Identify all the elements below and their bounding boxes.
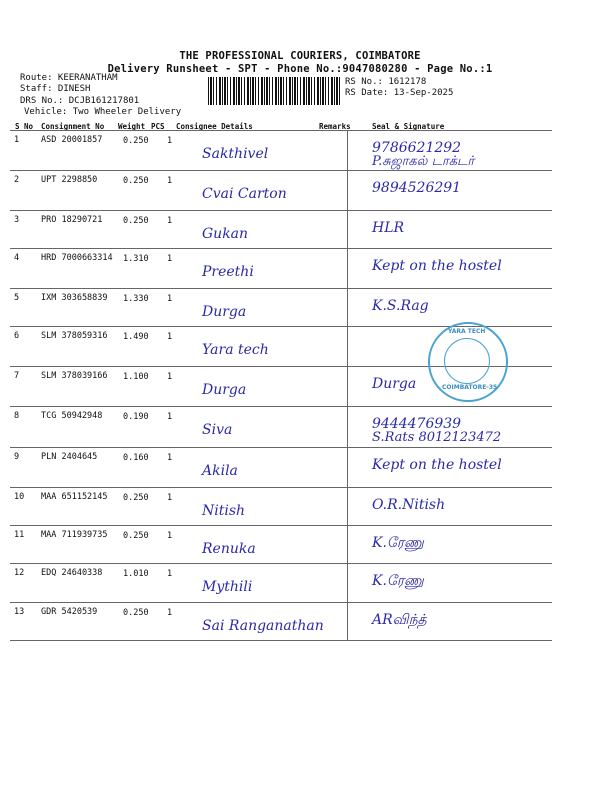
row-consignment-no: PLN 2404645 bbox=[41, 452, 98, 462]
row-pcs: 1 bbox=[167, 136, 173, 146]
staff-label: Staff: DINESH bbox=[20, 83, 91, 94]
row-pcs: 1 bbox=[167, 216, 173, 226]
runsheet-subtitle: Delivery Runsheet - SPT - Phone No.:9047080280 - Page No.:1 bbox=[107, 63, 493, 75]
row-sno: 3 bbox=[14, 215, 20, 225]
row-separator bbox=[10, 248, 552, 249]
col-sno: S No bbox=[15, 122, 34, 131]
row-pcs: 1 bbox=[167, 372, 173, 382]
row-sno: 6 bbox=[14, 331, 20, 341]
row-signature-extra: P.சுஜாகல் டாக்டர் bbox=[372, 154, 475, 169]
row-separator bbox=[10, 170, 552, 171]
col-remarks: Remarks bbox=[319, 122, 351, 131]
row-sno: 2 bbox=[14, 175, 20, 185]
row-separator bbox=[10, 525, 552, 526]
col-consignee: Consignee Details bbox=[176, 122, 253, 131]
col-pcs: PCS bbox=[151, 122, 165, 131]
row-consignee-name: Renuka bbox=[202, 541, 256, 557]
row-sno: 4 bbox=[14, 253, 20, 263]
row-weight: 1.330 bbox=[123, 294, 149, 304]
row-consignee-name: Yara tech bbox=[202, 342, 269, 358]
row-pcs: 1 bbox=[167, 254, 173, 264]
row-consignment-no: GDR 5420539 bbox=[41, 607, 98, 617]
company-title: THE PROFESSIONAL COURIERS, COIMBATORE bbox=[179, 50, 421, 62]
row-consignee-name: Durga bbox=[202, 382, 247, 398]
row-pcs: 1 bbox=[167, 294, 173, 304]
rs-no-label: RS No.: 1612178 bbox=[345, 77, 427, 87]
row-consignee-name: Sai Ranganathan bbox=[202, 618, 324, 634]
col-consignment: Consignment No bbox=[41, 122, 105, 131]
row-consignment-no: MAA 711939735 bbox=[41, 530, 108, 540]
row-weight: 0.250 bbox=[123, 176, 149, 186]
row-sno: 13 bbox=[14, 607, 25, 617]
row-separator bbox=[10, 406, 552, 407]
row-weight: 1.310 bbox=[123, 254, 149, 264]
row-weight: 1.010 bbox=[123, 569, 149, 579]
row-consignee-name: Nitish bbox=[202, 503, 246, 519]
row-sno: 12 bbox=[14, 568, 25, 578]
row-sno: 9 bbox=[14, 452, 20, 462]
row-separator bbox=[10, 130, 552, 131]
stamp-bottom-text: COIMBATORE-35 bbox=[442, 384, 498, 391]
row-weight: 1.490 bbox=[123, 332, 149, 342]
row-consignee-name: Mythili bbox=[202, 579, 253, 595]
row-weight: 0.190 bbox=[123, 412, 149, 422]
row-signature: ARவிந்த் bbox=[372, 612, 427, 628]
row-separator bbox=[10, 288, 552, 289]
row-signature: Durga bbox=[372, 376, 417, 392]
meta-right bbox=[345, 77, 453, 98]
drs-label: DRS No.: DCJB161217801 bbox=[20, 96, 140, 106]
row-weight: 0.250 bbox=[123, 493, 149, 503]
company-seal-stamp bbox=[428, 322, 508, 402]
meta-left bbox=[20, 73, 181, 117]
stamp-top-text: YARA TECH bbox=[448, 328, 486, 335]
row-signature: K.S.Rag bbox=[372, 298, 429, 314]
row-signature: K.ரேணு bbox=[372, 573, 424, 589]
row-sno: 5 bbox=[14, 293, 20, 303]
row-consignee-name: Akila bbox=[202, 463, 238, 479]
row-pcs: 1 bbox=[167, 493, 173, 503]
col-seal: Seal & Signature bbox=[372, 122, 445, 131]
row-consignee-name: Gukan bbox=[202, 226, 249, 242]
row-weight: 1.100 bbox=[123, 372, 149, 382]
row-separator bbox=[10, 210, 552, 211]
row-pcs: 1 bbox=[167, 453, 173, 463]
col-weight: Weight bbox=[118, 122, 146, 131]
row-consignment-no: MAA 651152145 bbox=[41, 492, 108, 502]
row-consignment-no: EDQ 24640338 bbox=[41, 568, 103, 578]
row-pcs: 1 bbox=[167, 569, 173, 579]
row-weight: 0.250 bbox=[123, 531, 149, 541]
row-consignee-name: Durga bbox=[202, 304, 247, 320]
row-pcs: 1 bbox=[167, 176, 173, 186]
row-consignment-no: SLM 378039166 bbox=[41, 371, 108, 381]
row-consignment-no: PRO 18290721 bbox=[41, 215, 103, 225]
row-signature: K.ரேணு bbox=[372, 535, 424, 551]
barcode bbox=[208, 77, 340, 105]
row-sno: 10 bbox=[14, 492, 25, 502]
row-signature: O.R.Nitish bbox=[372, 497, 446, 513]
row-pcs: 1 bbox=[167, 608, 173, 618]
row-weight: 0.250 bbox=[123, 216, 149, 226]
row-consignment-no: HRD 7000663314 bbox=[41, 253, 113, 263]
row-consignee-name: Siva bbox=[202, 422, 233, 438]
row-consignment-no: ASD 20001857 bbox=[41, 135, 103, 145]
row-signature: Kept on the hostel bbox=[372, 258, 502, 274]
row-separator bbox=[10, 640, 552, 641]
row-signature: 9786621292 bbox=[372, 140, 462, 156]
row-consignment-no: SLM 378059316 bbox=[41, 331, 108, 341]
stamp-inner-ring bbox=[444, 338, 490, 384]
row-sno: 8 bbox=[14, 411, 20, 421]
row-separator bbox=[10, 487, 552, 488]
rs-date-label: RS Date: 13-Sep-2025 bbox=[345, 87, 454, 98]
row-sno: 7 bbox=[14, 371, 20, 381]
row-separator bbox=[10, 447, 552, 448]
row-sno: 11 bbox=[14, 530, 25, 540]
row-consignment-no: TCG 50942948 bbox=[41, 411, 103, 421]
route-label: Route: KEERANATHAM bbox=[20, 73, 118, 83]
row-signature: Kept on the hostel bbox=[372, 457, 502, 473]
row-weight: 0.250 bbox=[123, 136, 149, 146]
row-pcs: 1 bbox=[167, 412, 173, 422]
row-signature: 9444476939 bbox=[372, 416, 462, 432]
row-signature: HLR bbox=[372, 220, 405, 236]
row-consignee-name: Cvai Carton bbox=[202, 186, 287, 202]
vehicle-label: Vehicle: Two Wheeler Delivery bbox=[24, 106, 182, 117]
row-consignee-name: Sakthivel bbox=[202, 146, 269, 162]
row-separator bbox=[10, 563, 552, 564]
row-consignee-name: Preethi bbox=[202, 264, 254, 280]
row-separator bbox=[10, 602, 552, 603]
row-sno: 1 bbox=[14, 135, 20, 145]
column-divider bbox=[347, 130, 348, 640]
row-weight: 0.160 bbox=[123, 453, 149, 463]
row-weight: 0.250 bbox=[123, 608, 149, 618]
row-consignment-no: UPT 2298850 bbox=[41, 175, 98, 185]
row-pcs: 1 bbox=[167, 531, 173, 541]
row-signature-extra: S.Rats 8012123472 bbox=[372, 430, 502, 445]
row-pcs: 1 bbox=[167, 332, 173, 342]
row-signature: 9894526291 bbox=[372, 180, 462, 196]
row-consignment-no: IXM 303658839 bbox=[41, 293, 108, 303]
